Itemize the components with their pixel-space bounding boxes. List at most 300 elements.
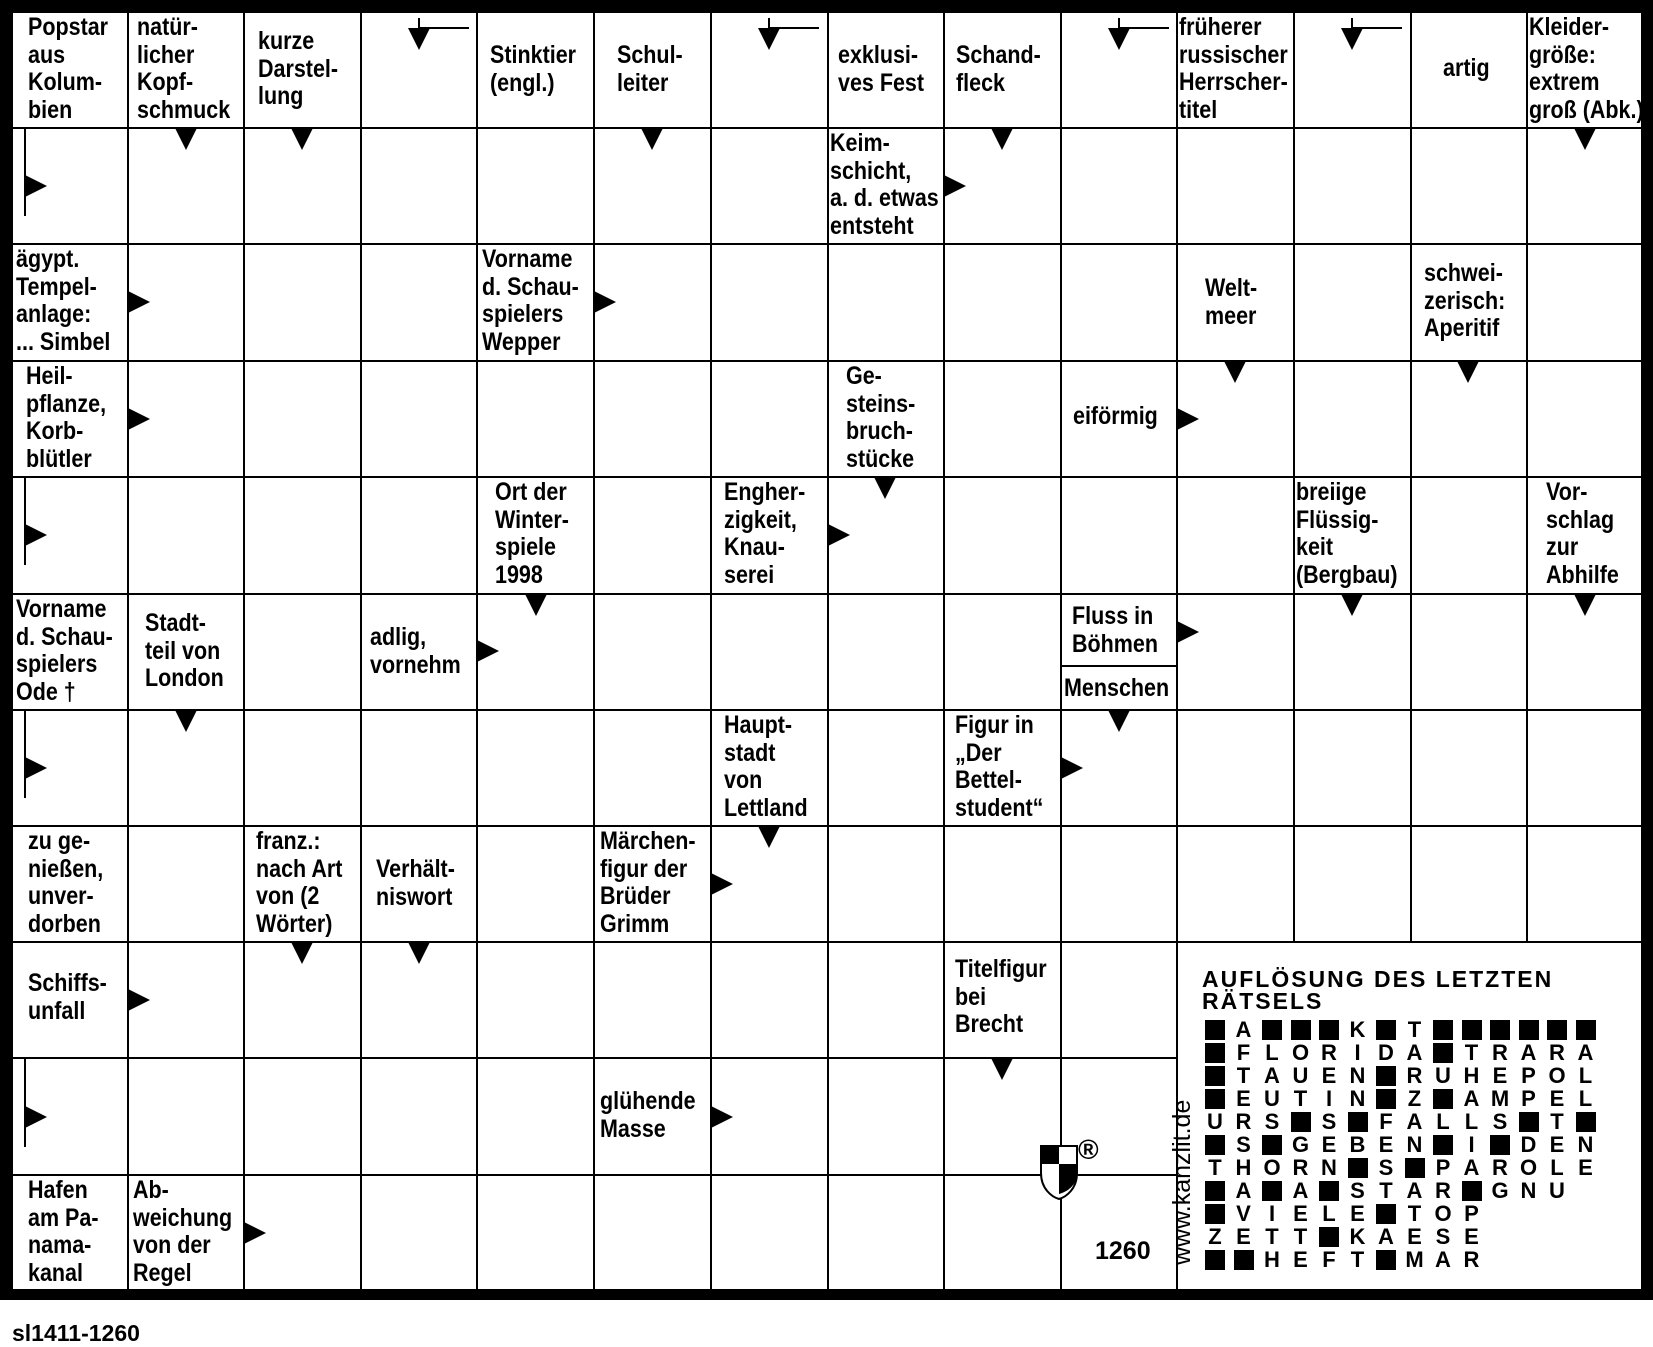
clue-menschen: Menschen	[1064, 674, 1170, 702]
solution-cell: U	[1292, 1063, 1309, 1088]
solution-cell: N	[1577, 1132, 1594, 1157]
solution-cell: T	[1265, 1224, 1279, 1249]
solution-cell: S	[1378, 1155, 1394, 1180]
arrow-down-icon	[1457, 361, 1479, 383]
solution-cell: U	[1549, 1178, 1565, 1203]
clue-fluessigkeit: breiige Flüssig- keit (Bergbau)	[1296, 478, 1398, 589]
grid-cell	[1411, 128, 1527, 244]
solution-cell: E	[1378, 1132, 1394, 1157]
grid-cell	[128, 826, 244, 942]
solution-cell	[1376, 1066, 1396, 1086]
solution-cell: R	[1492, 1155, 1508, 1180]
clue-abweichung: Ab- weichung von der Regel	[133, 1176, 233, 1287]
solution-cell	[1205, 1181, 1225, 1201]
grid-cell	[944, 361, 1061, 477]
solution-cell: R	[1292, 1155, 1309, 1180]
grid-cell	[1527, 244, 1643, 361]
grid-cell	[361, 1175, 477, 1291]
solution-cell: E	[1236, 1086, 1251, 1111]
solution-cell: A	[1463, 1086, 1480, 1111]
solution-cell: E	[1293, 1247, 1308, 1272]
solution-cell	[1262, 1135, 1282, 1155]
solution-cell	[1262, 1020, 1282, 1040]
solution-cell: T	[1407, 1201, 1422, 1226]
solution-cell: A	[1235, 1178, 1252, 1203]
grid-cell	[828, 710, 944, 826]
grid-cell	[711, 244, 828, 361]
clue-fluss: Fluss in Böhmen	[1072, 602, 1158, 658]
solution-cell	[1205, 1066, 1225, 1086]
solution-row	[1205, 1018, 1605, 1041]
grid-cell	[711, 1175, 828, 1291]
solution-cell: L	[1464, 1109, 1479, 1134]
clue-keimschicht: Keim- schicht, a. d. etwas entsteht	[830, 129, 939, 240]
solution-cell	[1547, 1020, 1567, 1040]
solution-cell: P	[1521, 1063, 1536, 1088]
arrow-down-icon	[758, 28, 780, 50]
arrow-down-icon	[1108, 28, 1130, 50]
solution-cell	[1205, 1135, 1225, 1155]
clue-verhaeltniswort: Verhält- niswort	[376, 855, 455, 911]
grid-cell	[944, 594, 1061, 710]
clue-brecht: Titelfigur bei Brecht	[955, 955, 1047, 1038]
solution-cell	[1319, 1020, 1339, 1040]
clue-wepper: Vorname d. Schau- spielers Wepper	[482, 245, 579, 356]
solution-cell	[1519, 1112, 1539, 1132]
arrow-right-icon	[1177, 408, 1199, 430]
clue-ode: Vorname d. Schau- spielers Ode †	[16, 595, 113, 706]
grid-cell	[1411, 477, 1527, 594]
solution-cell	[1376, 1204, 1396, 1224]
solution-cell: E	[1350, 1201, 1365, 1226]
solution-cell: F	[1236, 1040, 1251, 1065]
grid-cell	[1177, 594, 1294, 710]
website-url: www.kanzlit.de	[1168, 1099, 1196, 1265]
solution-cell: T	[1293, 1224, 1308, 1249]
grid-cell	[828, 244, 944, 361]
solution-cell: E	[1321, 1132, 1337, 1157]
solution-cell: E	[1464, 1224, 1479, 1249]
clue-popstar: Popstar aus Kolum- bien	[28, 13, 109, 124]
solution-cell: N	[1349, 1086, 1366, 1111]
grid-cell	[1294, 244, 1411, 361]
clue-masse: glühende Masse	[600, 1087, 696, 1143]
solution-cell: H	[1235, 1155, 1252, 1180]
clue-eifoermig: eiförmig	[1073, 402, 1158, 430]
grid-cell	[711, 942, 828, 1058]
solution-cell	[1490, 1020, 1510, 1040]
solution-cell: E	[1549, 1132, 1565, 1157]
grid-cell	[1294, 710, 1411, 826]
solution-cell: Z	[1407, 1086, 1422, 1111]
solution-cell	[1234, 1250, 1254, 1270]
arrow-right-icon	[1061, 757, 1083, 779]
solution-cell: G	[1491, 1178, 1509, 1203]
solution-cell	[1348, 1158, 1368, 1178]
clue-kopfschmuck: natür- licher Kopf- schmuck	[137, 13, 231, 124]
clue-darstellung: kurze Darstel- lung	[258, 27, 339, 110]
solution-cell	[1433, 1135, 1453, 1155]
arrow-down-icon	[874, 477, 896, 499]
clue-nachart: franz.: nach Art von (2 Wörter)	[256, 827, 343, 938]
clue-london: Stadt- teil von London	[145, 609, 224, 692]
clue-schiffsunfall: Schiffs- unfall	[28, 969, 107, 1025]
solution-cell	[1262, 1181, 1282, 1201]
solution-cell: I	[1325, 1086, 1333, 1111]
solution-cell: L	[1436, 1109, 1450, 1134]
clue-schandfleck: Schand- fleck	[956, 41, 1041, 97]
solution-cell	[1433, 1089, 1453, 1109]
grid-cell	[828, 942, 944, 1058]
grid-cell	[477, 128, 594, 244]
clue-aperitif: schwei- zerisch: Aperitif	[1424, 259, 1506, 342]
grid-cell	[477, 1175, 594, 1291]
arrow-right-icon	[477, 640, 499, 662]
solution-cell	[1376, 1089, 1396, 1109]
clue-tempel: ägypt. Tempel- anlage: ... Simbel	[16, 245, 111, 356]
solution-cell: H	[1264, 1247, 1280, 1272]
arrow-right-icon	[1177, 621, 1199, 643]
solution-cell: P	[1521, 1086, 1536, 1111]
arrow-right-icon	[128, 989, 150, 1011]
solution-row	[1205, 1225, 1605, 1248]
grid-cell	[1061, 942, 1177, 1058]
solution-cell: O	[1548, 1063, 1566, 1088]
solution-cell	[1376, 1020, 1396, 1040]
grid-cell	[1061, 477, 1177, 594]
solution-cell: O	[1434, 1201, 1452, 1226]
arrow-down-icon	[408, 942, 430, 964]
solution-cell	[1576, 1020, 1596, 1040]
solution-cell: T	[1350, 1247, 1365, 1272]
solution-cell	[1462, 1181, 1482, 1201]
solution-cell: S	[1321, 1109, 1337, 1134]
solution-cell: O	[1291, 1040, 1310, 1065]
solution-cell: L	[1578, 1086, 1593, 1111]
solution-cell: V	[1236, 1201, 1251, 1226]
arrow-down-icon	[758, 826, 780, 848]
grid-cell	[361, 477, 477, 594]
clue-heilpflanze: Heil- pflanze, Korb- blütler	[26, 362, 107, 473]
grid-cell	[477, 361, 594, 477]
solution-cell: T	[1407, 1017, 1422, 1042]
corner-line	[769, 18, 819, 28]
grid-cell	[944, 244, 1061, 361]
grid-cell	[711, 128, 828, 244]
arrow-down-icon	[175, 710, 197, 732]
arrow-down-icon	[291, 128, 313, 150]
solution-cell	[1205, 1204, 1225, 1224]
solution-cell: K	[1349, 1017, 1366, 1042]
grid-cell	[128, 477, 244, 594]
solution-cell: Z	[1208, 1224, 1222, 1249]
solution-cell: T	[1550, 1109, 1564, 1134]
grid-cell	[1177, 826, 1294, 942]
solution-cell: S	[1350, 1178, 1365, 1203]
solution-cell: I	[1354, 1040, 1361, 1065]
grid-cell	[944, 477, 1061, 594]
solution-row	[1205, 1087, 1605, 1110]
clue-hafen: Hafen am Pa- nama- kanal	[28, 1176, 99, 1287]
solution-cell: N	[1520, 1178, 1537, 1203]
solution-cell: E	[1549, 1086, 1565, 1111]
publisher-logo-icon	[1040, 1143, 1112, 1201]
solution-cell: O	[1519, 1155, 1538, 1180]
solution-cell	[1519, 1020, 1539, 1040]
solution-cell: A	[1406, 1109, 1423, 1134]
solution-cell: U	[1264, 1086, 1280, 1111]
grid-cell	[711, 594, 828, 710]
solution-row	[1205, 1133, 1605, 1156]
arrow-right-icon	[128, 291, 150, 313]
grid-cell	[361, 710, 477, 826]
grid-cell	[477, 826, 594, 942]
solution-cell: S	[1492, 1109, 1508, 1134]
solution-cell	[1291, 1112, 1311, 1132]
clue-bettelstudent: Figur in „Der Bettel- student“	[955, 711, 1044, 822]
grid-cell	[1411, 826, 1527, 942]
solution-cell: L	[1578, 1063, 1593, 1088]
grid-cell	[477, 1058, 594, 1175]
grid-cell	[1177, 477, 1294, 594]
solution-row	[1205, 1179, 1605, 1202]
solution-cell: O	[1263, 1155, 1281, 1180]
solution-cell: K	[1349, 1224, 1366, 1249]
clue-herrscher: früherer russischer Herrscher- titel	[1179, 13, 1288, 124]
solution-row	[1205, 1041, 1605, 1064]
grid-cell	[944, 826, 1061, 942]
grid-cell	[594, 942, 711, 1058]
arrow-right-icon	[944, 175, 966, 197]
solution-cell: A	[1264, 1063, 1280, 1088]
solution-cell	[1205, 1020, 1225, 1040]
arrow-down-icon	[408, 28, 430, 50]
arrow-flag-icon	[25, 524, 47, 546]
arrow-right-icon	[128, 408, 150, 430]
solution-cell: A	[1435, 1247, 1451, 1272]
puzzle-number: 1260	[1095, 1237, 1151, 1265]
grid-cell	[244, 710, 361, 826]
grid-cell	[244, 594, 361, 710]
solution-row	[1205, 1064, 1605, 1087]
grid-cell	[1294, 128, 1411, 244]
arrow-right-icon	[244, 1222, 266, 1244]
solution-cell: M	[1490, 1086, 1510, 1111]
solution-cell	[1205, 1089, 1225, 1109]
clue-schulleiter: Schul- leiter	[617, 41, 683, 97]
solution-cell: E	[1492, 1063, 1508, 1088]
solution-cell: P	[1435, 1155, 1451, 1180]
arrow-down-icon	[1574, 128, 1596, 150]
solution-cell: L	[1550, 1155, 1564, 1180]
grid-cell	[1061, 826, 1177, 942]
solution-cell: E	[1321, 1063, 1337, 1088]
solution-row	[1205, 1202, 1605, 1225]
clue-adlig: adlig, vornehm	[370, 623, 461, 679]
clue-gestein: Ge- steins- bruch- stücke	[846, 362, 916, 473]
solution-cell	[1576, 1112, 1596, 1132]
solution-cell: R	[1549, 1040, 1565, 1065]
footer-code: sl1411-1260	[12, 1320, 140, 1346]
solution-cell	[1319, 1181, 1339, 1201]
solution-cell: M	[1405, 1247, 1424, 1272]
solution-cell: A	[1378, 1224, 1394, 1249]
solution-cell: T	[1236, 1063, 1251, 1088]
arrow-flag-icon	[25, 1106, 47, 1128]
grid-cell	[828, 594, 944, 710]
solution-cell: F	[1322, 1247, 1336, 1272]
solution-cell	[1319, 1227, 1339, 1247]
clue-winterspiele: Ort der Winter- spiele 1998	[495, 478, 569, 589]
solution-cell: A	[1577, 1040, 1594, 1065]
solution-cell: R	[1463, 1247, 1480, 1272]
solution-cell: S	[1236, 1132, 1251, 1157]
clue-engherzigkeit: Engher- zigkeit, Knau- serei	[724, 478, 806, 589]
clue-kleidergroesse: Kleider- größe: extrem groß (Abk.)	[1529, 13, 1644, 124]
clue-maerchen: Märchen- figur der Brüder Grimm	[600, 827, 696, 938]
solution-cell: E	[1236, 1224, 1251, 1249]
solution-cell: H	[1463, 1063, 1480, 1088]
solution-cell	[1462, 1020, 1482, 1040]
grid-cell	[594, 594, 711, 710]
solution-cell: B	[1349, 1132, 1366, 1157]
grid-cell	[828, 1175, 944, 1291]
grid-cell	[1294, 826, 1411, 942]
solution-cell: A	[1406, 1040, 1423, 1065]
solution-cell: S	[1435, 1224, 1451, 1249]
grid-cell	[361, 1058, 477, 1175]
solution-cell	[1490, 1135, 1510, 1155]
grid-cell	[828, 826, 944, 942]
solution-cell: I	[1268, 1201, 1276, 1226]
arrow-right-icon	[828, 524, 850, 546]
solution-cell: R	[1235, 1109, 1252, 1134]
grid-cell	[594, 710, 711, 826]
corner-line	[1119, 18, 1169, 28]
grid-cell	[361, 128, 477, 244]
grid-cell	[1527, 361, 1643, 477]
arrow-flag-icon	[25, 757, 47, 779]
arrow-down-icon	[1341, 28, 1363, 50]
solution-cell: I	[1468, 1132, 1475, 1157]
solution-cell: E	[1578, 1155, 1593, 1180]
clue-artig: artig	[1443, 54, 1490, 82]
clue-geniessen: zu ge- nießen, unver- dorben	[28, 827, 104, 938]
arrow-right-icon	[711, 873, 733, 895]
solution-cell: L	[1265, 1040, 1279, 1065]
solution-cell: U	[1207, 1109, 1223, 1134]
grid-cell	[1411, 594, 1527, 710]
solution-cell: S	[1264, 1109, 1280, 1134]
arrow-down-icon	[1224, 361, 1246, 383]
grid-cell	[244, 1058, 361, 1175]
arrow-down-icon	[175, 128, 197, 150]
clue-weltmeer: Welt- meer	[1205, 274, 1258, 330]
grid-cell	[1061, 244, 1177, 361]
grid-cell	[244, 361, 361, 477]
grid-cell	[828, 1058, 944, 1175]
solution-cell: R	[1435, 1178, 1451, 1203]
grid-cell	[1177, 710, 1294, 826]
solution-row	[1205, 1248, 1605, 1271]
solution-cell: A	[1463, 1155, 1480, 1180]
grid-cell	[1411, 710, 1527, 826]
solution-cell	[1433, 1020, 1453, 1040]
solution-cell	[1405, 1158, 1425, 1178]
clue-stinktier: Stinktier (engl.)	[490, 41, 577, 97]
clue-fest: exklusi- ves Fest	[838, 41, 925, 97]
solution-cell: T	[1293, 1086, 1308, 1111]
solution-cell	[1205, 1043, 1225, 1063]
arrow-down-icon	[991, 1058, 1013, 1080]
arrow-down-icon	[1574, 594, 1596, 616]
solution-cell: L	[1322, 1201, 1336, 1226]
arrow-down-icon	[525, 594, 547, 616]
grid-cell	[128, 1058, 244, 1175]
grid-cell	[594, 477, 711, 594]
arrow-down-icon	[641, 128, 663, 150]
solution-cell: R	[1321, 1040, 1337, 1065]
grid-cell	[244, 477, 361, 594]
grid-cell	[361, 361, 477, 477]
grid-cell	[477, 942, 594, 1058]
clue-lettland: Haupt- stadt von Lettland	[724, 711, 808, 822]
solution-cell: N	[1321, 1155, 1337, 1180]
solution-cell: R	[1492, 1040, 1508, 1065]
grid-cell	[1294, 361, 1411, 477]
solution-cell: N	[1349, 1063, 1366, 1088]
solution-cell: U	[1435, 1063, 1451, 1088]
grid-cell	[1177, 128, 1294, 244]
grid-cell	[594, 1175, 711, 1291]
arrow-right-icon	[594, 291, 616, 313]
grid-cell	[244, 244, 361, 361]
solution-cell: R	[1406, 1063, 1423, 1088]
arrow-right-icon	[711, 1106, 733, 1128]
arrow-down-icon	[1108, 710, 1130, 732]
grid-cell	[711, 361, 828, 477]
solution-row	[1205, 1110, 1605, 1133]
grid-cell	[361, 244, 477, 361]
solution-cell: A	[1520, 1040, 1537, 1065]
clue-vorschlag: Vor- schlag zur Abhilfe	[1546, 478, 1619, 589]
solution-cell: D	[1378, 1040, 1394, 1065]
grid-cell	[594, 361, 711, 477]
arrow-down-icon	[991, 128, 1013, 150]
solution-cell: A	[1292, 1178, 1309, 1203]
corner-line	[419, 18, 469, 28]
solution-cell	[1376, 1250, 1396, 1270]
arrow-flag-icon	[25, 175, 47, 197]
grid-cell	[1527, 826, 1643, 942]
solution-cell: T	[1464, 1040, 1479, 1065]
solution-cell: T	[1208, 1155, 1222, 1180]
solution-cell	[1348, 1112, 1368, 1132]
solution-cell: E	[1293, 1201, 1308, 1226]
solution-cell: P	[1464, 1201, 1479, 1226]
registered-mark: ®	[1078, 1134, 1099, 1165]
solution-title: AUFLÖSUNG DES LETZTEN RÄTSELS	[1202, 966, 1554, 1014]
solution-cell: T	[1379, 1178, 1393, 1203]
arrow-down-icon	[1341, 594, 1363, 616]
solution-cell: A	[1235, 1017, 1252, 1042]
solution-cell: E	[1407, 1224, 1422, 1249]
arrow-down-icon	[291, 942, 313, 964]
solution-cell: N	[1406, 1132, 1423, 1157]
solution-cell: G	[1291, 1132, 1310, 1157]
solution-row	[1205, 1156, 1605, 1179]
solution-cell: D	[1520, 1132, 1537, 1157]
